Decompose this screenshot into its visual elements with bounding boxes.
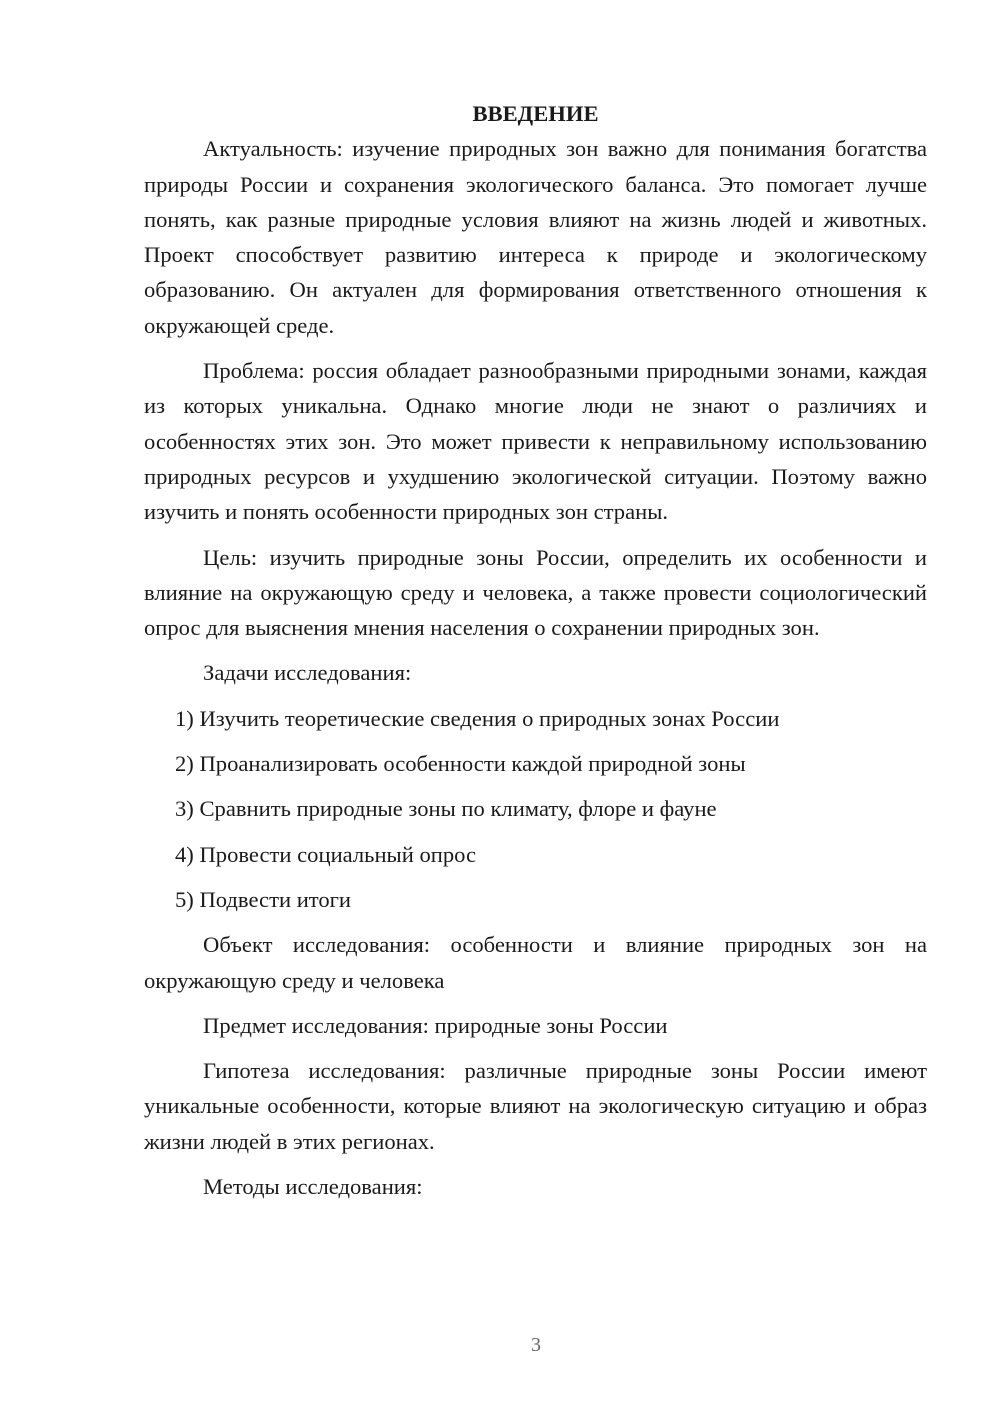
goal-paragraph: Цель: изучить природные зоны России, определить их особенности и влияние на окружающую среду и человека, а также провести социологический опрос для выяснения мнения населения о сохранении природных зон. <box>144 544 927 641</box>
task-item: 3) Сравнить природные зоны по климату, флоре и фауне <box>175 796 717 822</box>
problem-paragraph: Проблема: россия обладает разнообразными природными зонами, каждая из которых уникальна. Однако многие люди не знают о различиях и особенностях этих зон. Это может привести к неправильному использованию природных ресурсов и ухудшению экологической ситуации. Поэтому важно изучить и понять особенности природных зон страны. <box>144 358 927 525</box>
section-heading: ВВЕДЕНИЕ <box>472 101 599 126</box>
subject-paragraph: Предмет исследования: природные зоны России <box>203 1012 668 1038</box>
tasks-title: Задачи исследования: <box>203 660 412 686</box>
task-item: 4) Провести социальный опрос <box>175 841 477 867</box>
task-item: 5) Подвести итоги <box>175 886 352 912</box>
methods-title: Методы исследования: <box>203 1174 423 1200</box>
tasks-list <box>144 701 927 917</box>
relevance-paragraph: Актуальность: изучение природных зон важно для понимания богатства природы России и сохранения экологического баланса. Это помогает лучше понять, как разные природные условия влияют на жизнь людей и животных. Проект способствует развитию интереса к природе и экологическому образованию. Он актуален для формирования ответственного отношения к окружающей среде. <box>144 136 927 338</box>
task-item: 2) Проанализировать особенности каждой природной зоны <box>175 751 746 777</box>
page-number: 3 <box>531 1334 541 1356</box>
hypothesis-paragraph: Гипотеза исследования: различные природные зоны России имеют уникальные особенности, которые влияют на экологическую ситуацию и образ жизни людей в этих регионах. <box>144 1058 927 1154</box>
object-paragraph: Объект исследования: особенности и влияние природных зон на окружающую среду и человека <box>144 932 927 993</box>
task-item: 1) Изучить теоретические сведения о природных зонах России <box>175 705 780 731</box>
page-content <box>144 96 927 1204</box>
